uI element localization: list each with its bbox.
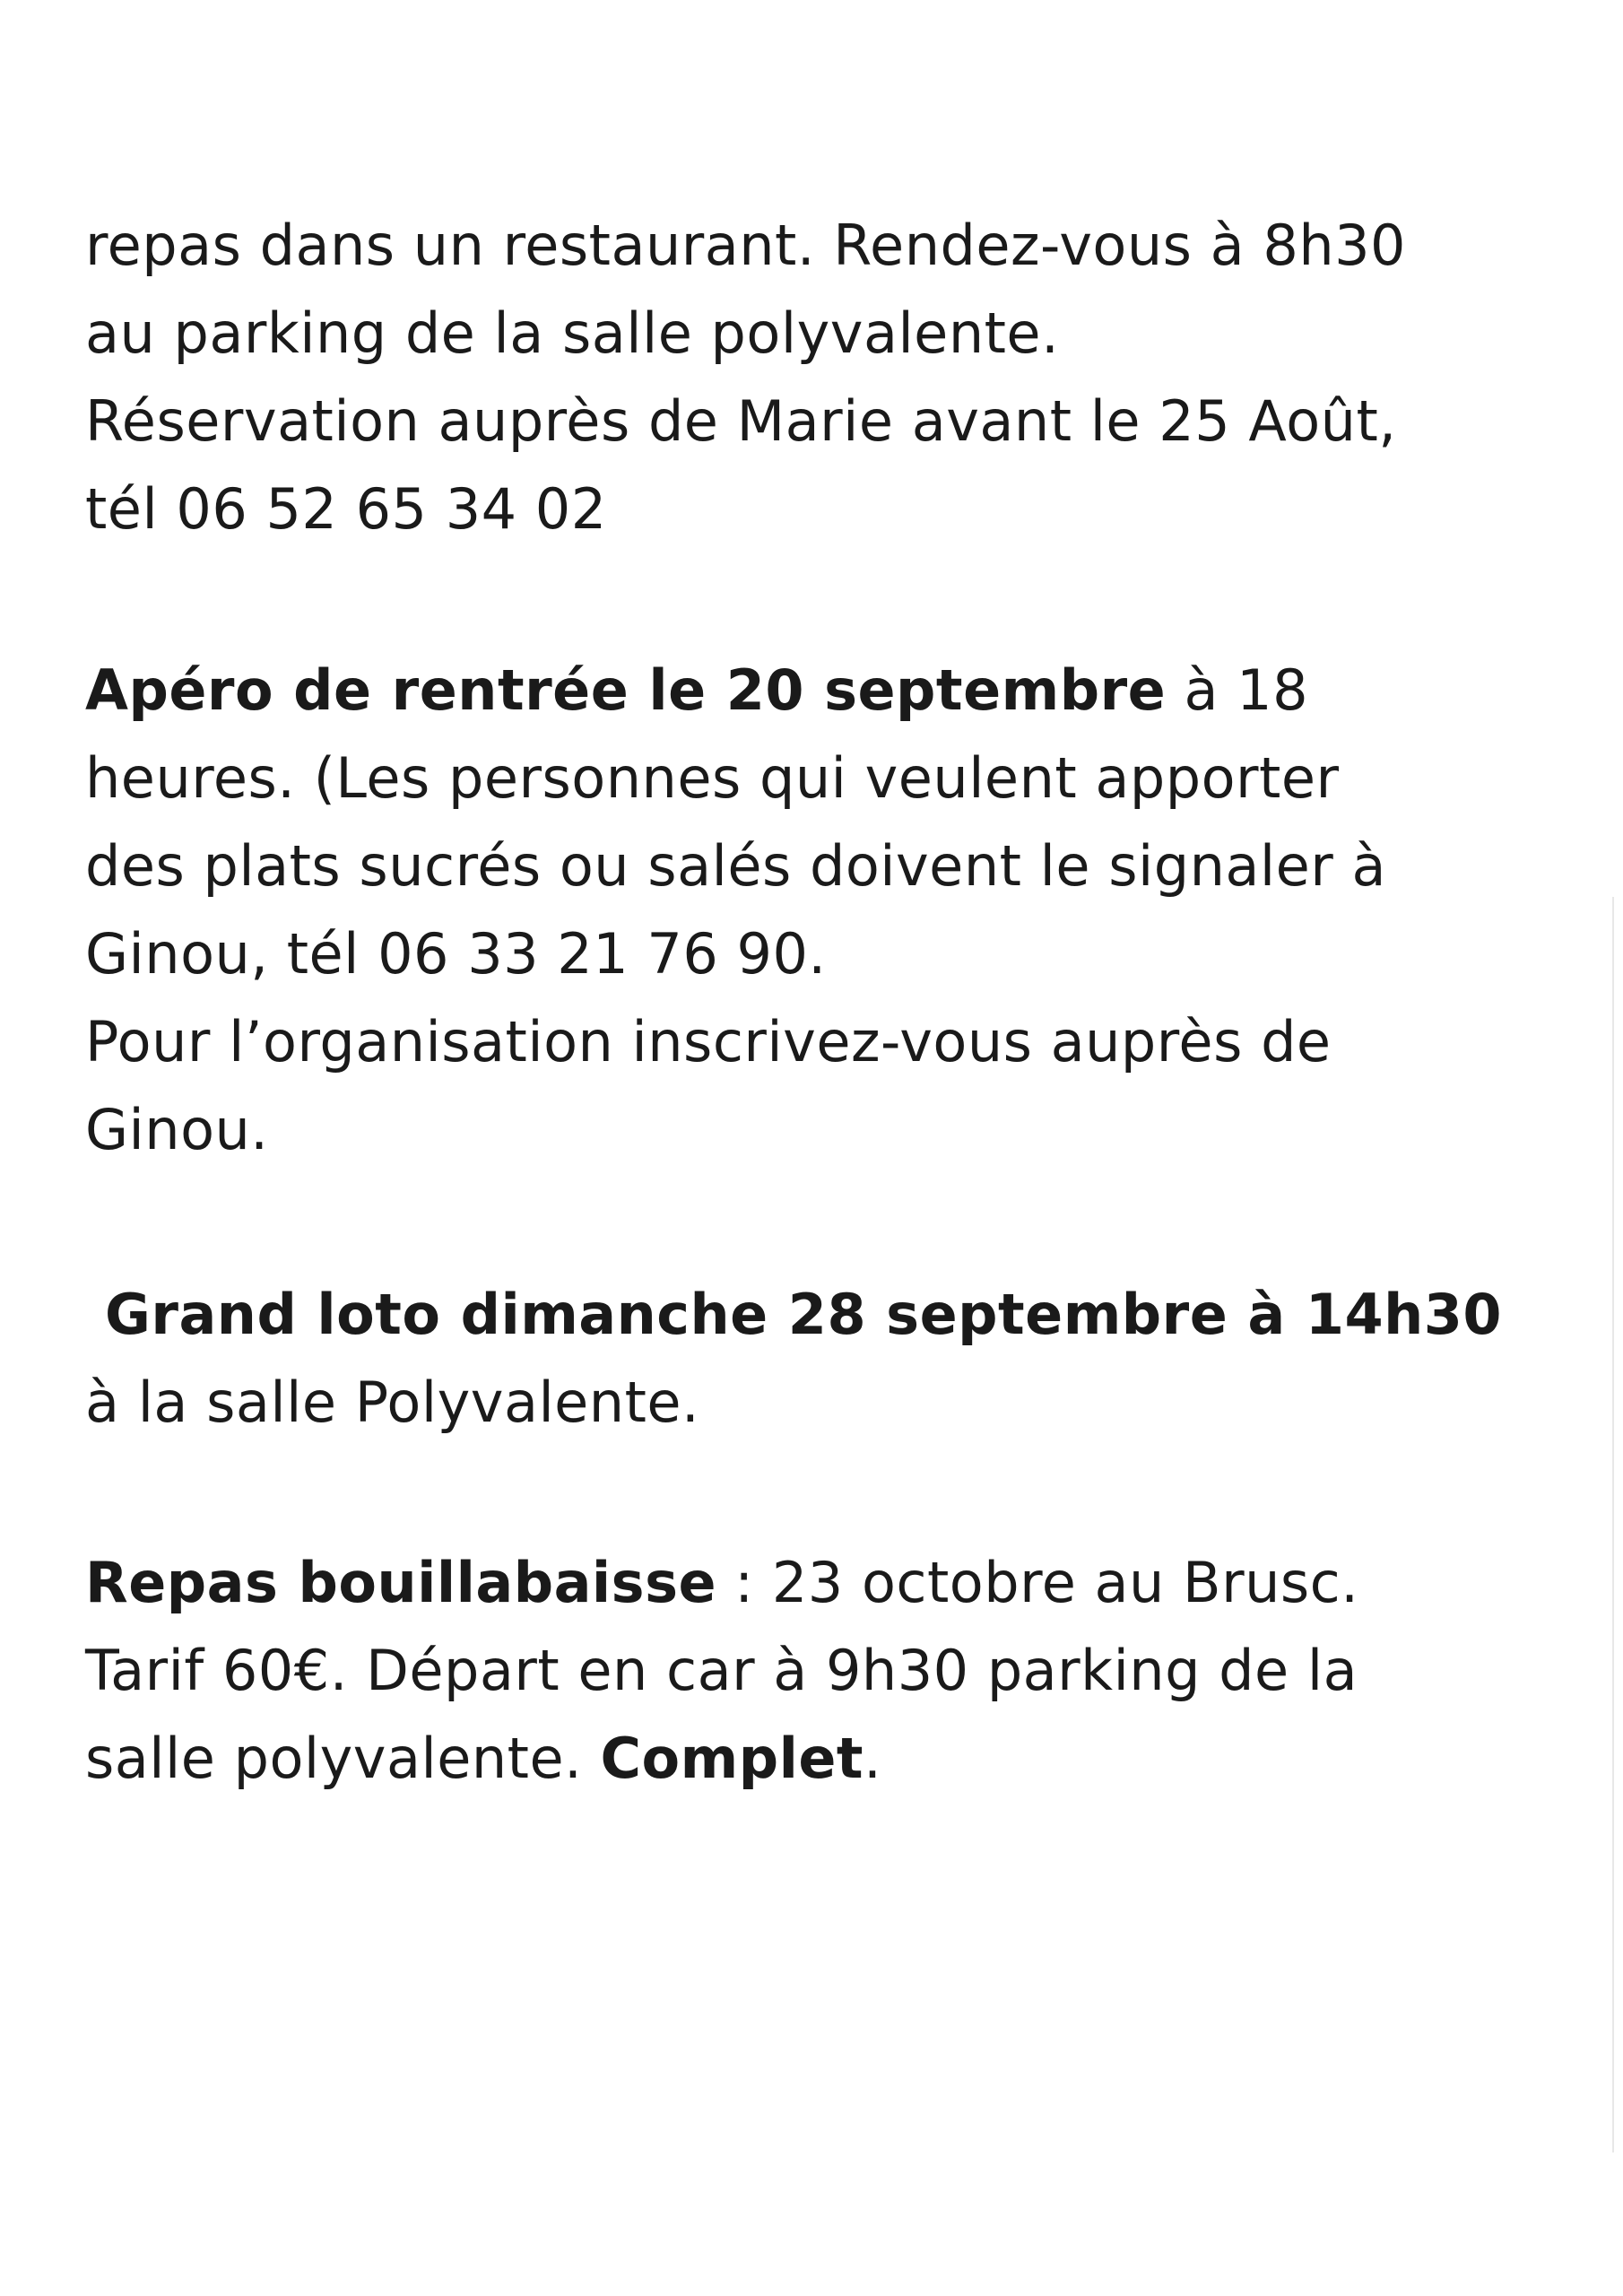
loto-section: [85, 1271, 1538, 1447]
text-line: Ginou, tél 06 33 21 76 90.: [85, 921, 827, 987]
text-fragment: .: [864, 1726, 882, 1791]
text-line: Tarif 60€. Départ en car à 9h30 parking de la: [85, 1638, 1358, 1703]
text-line: des plats sucrés ou salés doivent le signaler à: [85, 833, 1386, 899]
apero-time: à 18: [1166, 657, 1309, 723]
bouillabaisse-section: [85, 1539, 1538, 1803]
excursion-section: [85, 202, 1538, 553]
apero-title: Apéro de rentrée le 20 septembre: [85, 657, 1167, 723]
bouillabaisse-date: : 23 octobre au Brusc.: [716, 1550, 1359, 1615]
loto-title: Grand loto dimanche 28 septembre à 14h30: [105, 1282, 1503, 1347]
bouillabaisse-heading-line: [85, 1539, 1538, 1627]
text-line: heures. (Les personnes qui veulent apporter: [85, 745, 1340, 811]
text-line: repas dans un restaurant. Rendez-vous à 8h30: [85, 213, 1407, 278]
text-line: Réservation auprès de Marie avant le 25 Août,: [85, 388, 1397, 454]
text-line: Ginou.: [85, 1097, 269, 1162]
text-line: tél 06 52 65 34 02: [85, 476, 607, 542]
text-line: [85, 1715, 1538, 1803]
apero-section: [85, 647, 1538, 1174]
text-line: au parking de la salle polyvalente.: [85, 300, 1060, 366]
apero-heading-line: [85, 647, 1538, 735]
complet-label: Complet: [600, 1726, 864, 1791]
bouillabaisse-title: Repas bouillabaisse: [85, 1550, 717, 1615]
text-line: à la salle Polyvalente.: [85, 1370, 700, 1435]
scan-edge-line: [1612, 897, 1614, 2152]
text-fragment: salle polyvalente.: [85, 1726, 601, 1791]
text-line: Pour l’organisation inscrivez-vous auprès de: [85, 1009, 1332, 1074]
